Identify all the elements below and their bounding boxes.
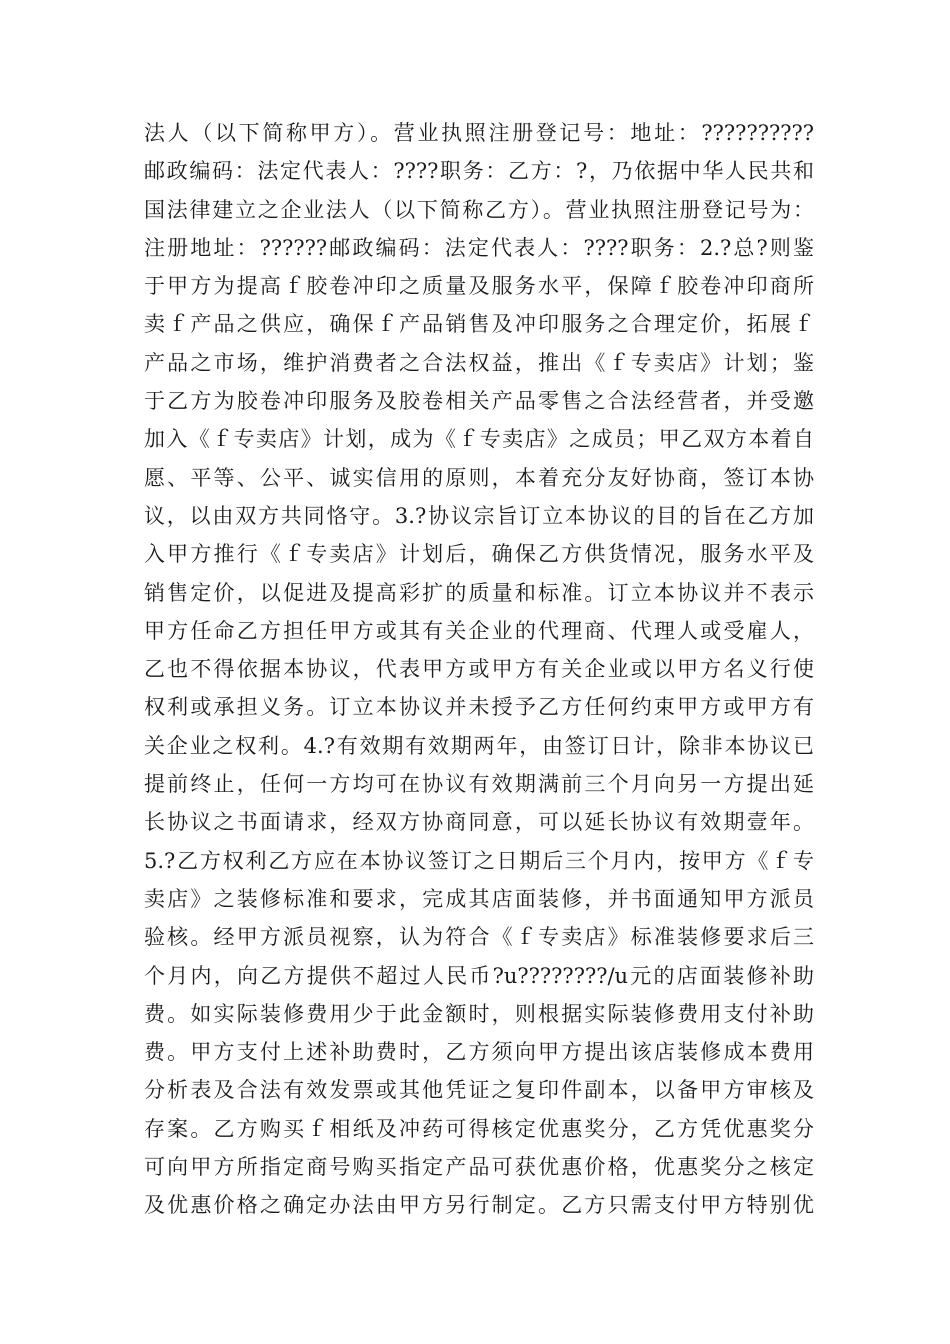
text-line: 于乙方为胶卷冲印服务及胶卷相关产品零售之合法经营者，并受邀 <box>144 389 814 414</box>
text-line: 乙也不得依据本协议，代表甲方或甲方有关企业或以甲方名义行使 <box>144 657 814 682</box>
text-line: 注册地址：??????邮政编码：法定代表人：????职务：2.?总?则鉴 <box>144 235 814 260</box>
text-line: 卖ｆ产品之供应，确保ｆ产品销售及冲印服务之合理定价，拓展ｆ <box>144 312 814 337</box>
text-line: 分析表及合法有效发票或其他凭证之复印件副本，以备甲方审核及 <box>144 1078 814 1103</box>
text-line: 5.?乙方权利乙方应在本协议签订之日期后三个月内，按甲方《ｆ专 <box>144 848 814 873</box>
text-line: 费。甲方支付上述补助费时，乙方须向甲方提出该店装修成本费用 <box>144 1040 814 1065</box>
document-body <box>144 114 814 1225</box>
text-line: 甲方任命乙方担任甲方或其有关企业的代理商、代理人或受雇人， <box>144 618 814 643</box>
text-line: 个月内，向乙方提供不超过人民币?u????????/u元的店面装修补助 <box>144 963 814 988</box>
text-line: 可向甲方所指定商号购买指定产品可获优惠价格，优惠奖分之核定 <box>144 1155 814 1180</box>
text-line: 费。如实际装修费用少于此金额时，则根据实际装修费用支付补助 <box>144 1001 814 1026</box>
text-line: 长协议之书面请求，经双方协商同意，可以延长协议有效期壹年。 <box>144 810 814 835</box>
text-line: 于甲方为提高ｆ胶卷冲印之质量及服务水平，保障ｆ胶卷冲印商所 <box>144 274 814 299</box>
text-line: 存案。乙方购买ｆ相纸及冲药可得核定优惠奖分，乙方凭优惠奖分 <box>144 1116 814 1141</box>
text-line: 议，以由双方共同恪守。3.?协议宗旨订立本协议的目的旨在乙方加 <box>144 503 814 528</box>
text-line: 入甲方推行《ｆ专卖店》计划后，确保乙方供货情况，服务水平及 <box>144 542 814 567</box>
text-line: 愿、平等、公平、诚实信用的原则，本着充分友好协商，签订本协 <box>144 465 814 490</box>
text-line: 验核。经甲方派员视察，认为符合《ｆ专卖店》标准装修要求后三 <box>144 925 814 950</box>
text-line: 加入《ｆ专卖店》计划，成为《ｆ专卖店》之成员；甲乙双方本着自 <box>144 427 814 452</box>
text-line: 邮政编码：法定代表人：????职务：乙方：?，乃依据中华人民共和 <box>144 159 814 184</box>
text-line: 关企业之权利。4.?有效期有效期两年，由签订日计，除非本协议已 <box>144 733 814 758</box>
text-line: 国法律建立之企业法人（以下简称乙方）。营业执照注册登记号为： <box>144 197 814 222</box>
text-line: 权利或承担义务。订立本协议并未授予乙方任何约束甲方或甲方有 <box>144 695 814 720</box>
text-line: 卖店》之装修标准和要求，完成其店面装修，并书面通知甲方派员 <box>144 886 814 911</box>
text-line: 提前终止，任何一方均可在协议有效期满前三个月向另一方提出延 <box>144 772 814 797</box>
text-line: 法人（以下简称甲方）。营业执照注册登记号：地址：?????????? <box>144 121 814 145</box>
text-line: 产品之市场，维护消费者之合法权益，推出《ｆ专卖店》计划；鉴 <box>144 350 814 375</box>
text-line: 销售定价，以促进及提高彩扩的质量和标准。订立本协议并不表示 <box>144 580 814 605</box>
text-line: 及优惠价格之确定办法由甲方另行制定。乙方只需支付甲方特别优 <box>144 1193 814 1218</box>
